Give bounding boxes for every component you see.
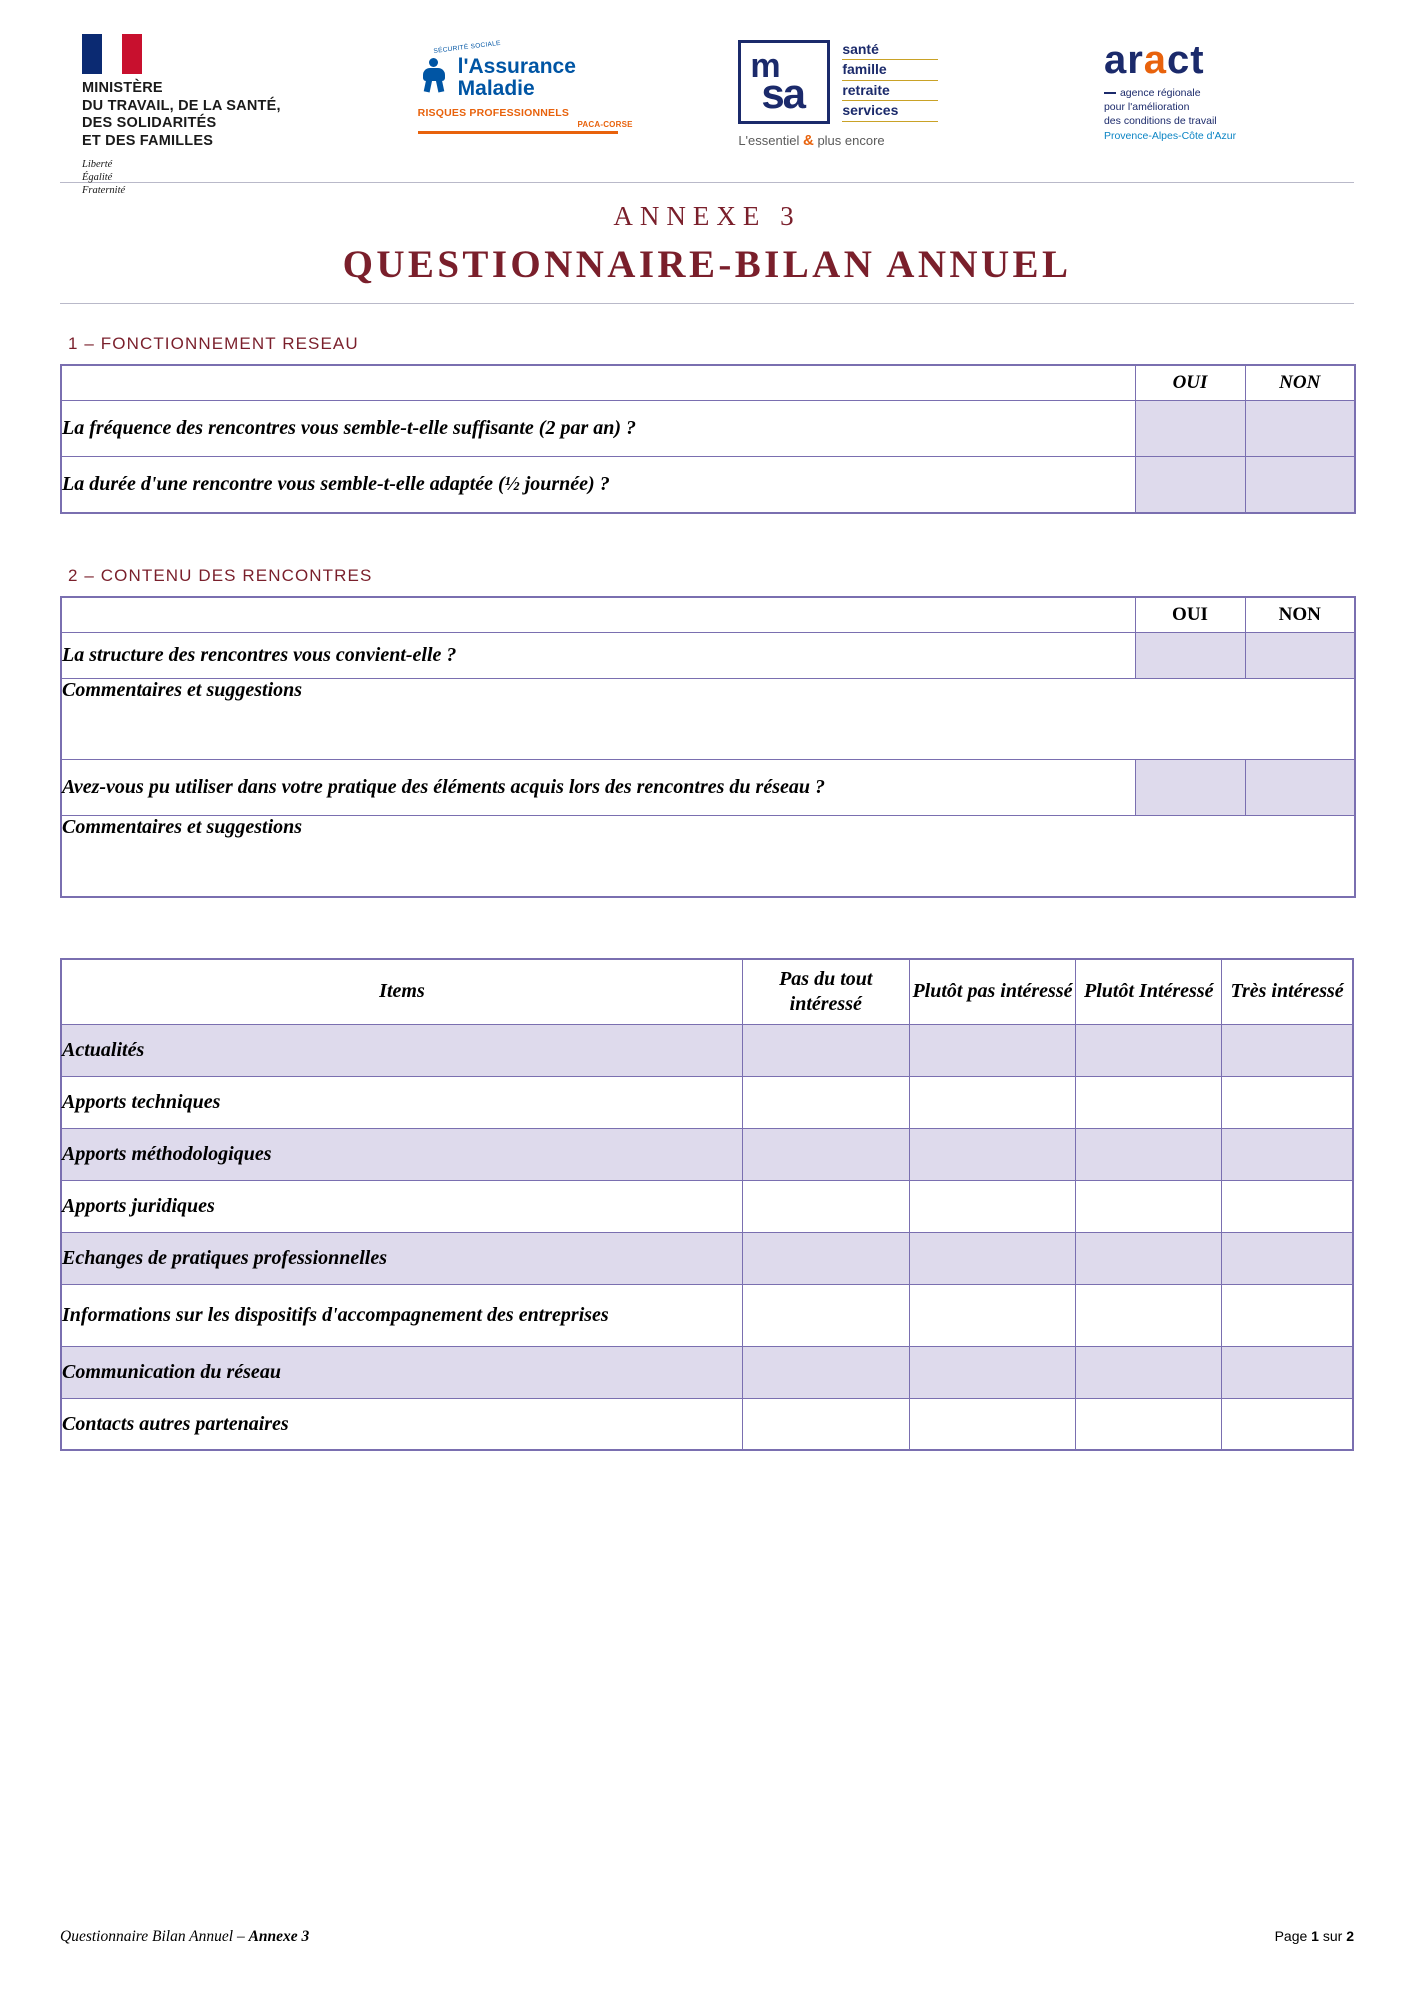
header-oui: OUI [1135,365,1245,401]
section-1-table [60,364,1356,514]
rating-cell-tres[interactable] [1222,1024,1353,1076]
assurance-region: PACA-CORSE [577,119,633,129]
assurance-overline: SÉCURITÉ SOCIALE [432,39,501,55]
answer-non-checkbox[interactable] [1245,632,1355,678]
table-row [61,1128,1353,1180]
msa-tagline [738,132,998,149]
aract-wordmark [1104,40,1324,80]
footer-annexe: Annexe 3 [248,1928,310,1945]
aract-word-after: ct [1167,38,1205,82]
rating-cell-plutot[interactable] [1076,1024,1222,1076]
rating-cell-plutot-pas[interactable] [909,1076,1076,1128]
logo-assurance-maladie [417,39,633,134]
table-header-row [61,597,1355,633]
aract-sub-1: agence régionale [1119,87,1201,99]
ministere-line-4: ET DES FAMILLES [82,133,214,150]
table-row [61,815,1355,897]
msa-word-retraite: retraite [842,81,938,101]
footer-left [60,1928,309,1946]
rating-cell-plutot[interactable] [1076,1232,1222,1284]
items-header-pas-du-tout: Pas du tout intéressé [742,959,909,1025]
logo-header [60,0,1354,196]
rating-cell-plutot-pas[interactable] [909,1128,1076,1180]
msa-tagline-before: L'essentiel [738,133,800,148]
footer-doc-name: Questionnaire Bilan Annuel – [60,1928,249,1945]
header-non: NON [1245,365,1355,401]
items-header-plutot-pas: Plutôt pas intéressé [909,959,1076,1025]
rating-cell-tres[interactable] [1222,1076,1353,1128]
table-row [61,457,1355,513]
section-2-heading: 2 – CONTENU DES RENCONTRES [68,565,373,585]
rating-cell-pas-du-tout[interactable] [742,1128,909,1180]
rating-cell-plutot-pas[interactable] [909,1284,1076,1346]
ministere-line-1: MINISTÈRE [82,80,163,96]
footer-page-total: 2 [1346,1928,1354,1944]
table-row [61,1346,1353,1398]
title-main: QUESTIONNAIRE-BILAN ANNUEL [342,243,1072,286]
section-1-heading: 1 – FONCTIONNEMENT RESEAU [68,334,359,353]
devise-egalite: Égalité [82,171,113,183]
table-row [61,759,1355,815]
item-label-echanges-pratiques: Echanges de pratiques professionnelles [61,1232,742,1284]
rating-cell-tres[interactable] [1222,1398,1353,1450]
assurance-tagline-text: RISQUES PROFESSIONNELS [417,106,570,119]
header-spacer [61,597,1135,633]
rating-cell-plutot-pas[interactable] [909,1398,1076,1450]
item-label-contacts-partenaires: Contacts autres partenaires [61,1398,742,1450]
rating-cell-plutot[interactable] [1076,1284,1222,1346]
question-duree: La durée d'une rencontre vous semble-t-elle adaptée (½ journée) ? [61,457,1135,513]
msa-tagline-amp: & [802,132,814,149]
rating-cell-tres[interactable] [1222,1180,1353,1232]
page-title [60,182,1354,304]
rating-cell-plutot[interactable] [1076,1128,1222,1180]
rating-cell-plutot-pas[interactable] [909,1346,1076,1398]
aract-sub-2: pour l'amélioration [1103,101,1190,114]
answer-oui-checkbox[interactable] [1135,401,1245,457]
logo-msa [738,40,998,149]
answer-oui-checkbox[interactable] [1135,759,1245,815]
page-footer [60,1928,1354,1946]
msa-words [842,40,938,122]
table-row [61,678,1355,759]
ministere-line-3: DES SOLIDARITÉS [82,115,217,132]
rating-cell-pas-du-tout[interactable] [742,1346,909,1398]
header-oui: OUI [1135,597,1245,633]
footer-page-prefix: Page [1274,1928,1312,1944]
rating-cell-plutot-pas[interactable] [909,1180,1076,1232]
footer-page-current: 1 [1311,1928,1319,1944]
aract-sub-3: des conditions de travail [1103,115,1217,128]
items-section [60,958,1354,1452]
assurance-tagline [418,107,633,129]
rating-cell-tres[interactable] [1222,1232,1353,1284]
assurance-underline [418,131,618,134]
rating-cell-tres[interactable] [1222,1346,1353,1398]
rating-cell-plutot-pas[interactable] [909,1232,1076,1284]
msa-mark-sa: sa [761,70,805,117]
comment-field-2[interactable]: Commentaires et suggestions [61,815,1355,897]
rating-cell-pas-du-tout[interactable] [742,1180,909,1232]
msa-word-services: services [842,101,938,121]
table-row [61,1024,1353,1076]
comment-field-1[interactable]: Commentaires et suggestions [61,678,1355,759]
table-row [61,1232,1353,1284]
answer-oui-checkbox[interactable] [1135,632,1245,678]
assurance-name [458,56,576,100]
rating-cell-plutot[interactable] [1076,1398,1222,1450]
rating-cell-plutot-pas[interactable] [909,1024,1076,1076]
rating-cell-pas-du-tout[interactable] [742,1398,909,1450]
item-label-apports-techniques: Apports techniques [61,1076,742,1128]
devise-liberte: Liberté [82,158,113,170]
rating-cell-plutot[interactable] [1076,1346,1222,1398]
aract-word-before: ar [1103,38,1144,82]
logo-ministere [82,34,312,197]
answer-non-checkbox[interactable] [1245,401,1355,457]
msa-word-famille: famille [842,60,938,80]
aract-subtitle [1104,86,1324,143]
aract-dash-icon [1104,92,1116,94]
items-header-tres: Très intéressé [1222,959,1353,1025]
items-header-plutot: Plutôt Intéressé [1076,959,1222,1025]
aract-word-dot: a [1143,38,1168,82]
item-label-actualites: Actualités [61,1024,742,1076]
table-row [61,1284,1353,1346]
ministere-name [82,80,312,151]
table-row [61,632,1355,678]
question-structure: La structure des rencontres vous convient-elle ? [61,632,1135,678]
footer-page-middle: sur [1318,1928,1347,1944]
question-utilisation: Avez-vous pu utiliser dans votre pratique des éléments acquis lors des rencontres du réseau ? [61,759,1135,815]
rating-cell-pas-du-tout[interactable] [742,1284,909,1346]
items-header-items: Items [61,959,742,1025]
table-header-row [61,365,1355,401]
title-annexe: ANNEXE 3 [613,201,801,231]
french-flag-icon [82,34,142,74]
rating-cell-plutot[interactable] [1076,1076,1222,1128]
assurance-name-line1: l'Assurance [457,55,576,78]
rating-cell-tres[interactable] [1222,1128,1353,1180]
item-label-informations-dispositifs: Informations sur les dispositifs d'accompagnement des entreprises [61,1284,742,1346]
table-row [61,1398,1353,1450]
assurance-figure-icon [418,56,452,92]
table-row [61,1180,1353,1232]
rating-cell-pas-du-tout[interactable] [742,1076,909,1128]
rating-cell-pas-du-tout[interactable] [742,1232,909,1284]
item-label-apports-juridiques: Apports juridiques [61,1180,742,1232]
items-table [60,958,1354,1452]
ministere-devise [82,158,312,197]
answer-non-checkbox[interactable] [1245,457,1355,513]
msa-tagline-after: plus encore [817,133,885,148]
logo-aract [1104,40,1324,143]
question-frequence: La fréquence des rencontres vous semble-t-elle suffisante (2 par an) ? [61,401,1135,457]
item-label-communication-reseau: Communication du réseau [61,1346,742,1398]
msa-mark-m: m [750,47,781,85]
rating-cell-pas-du-tout[interactable] [742,1024,909,1076]
aract-sub-4: Provence-Alpes-Côte d'Azur [1103,129,1237,142]
header-non: NON [1245,597,1355,633]
item-label-apports-methodologiques: Apports méthodologiques [61,1128,742,1180]
msa-mark-icon [738,40,830,124]
rating-cell-plutot[interactable] [1076,1180,1222,1232]
footer-page-number [1275,1928,1354,1944]
items-header-row [61,959,1353,1025]
answer-oui-checkbox[interactable] [1135,457,1245,513]
header-spacer [61,365,1135,401]
msa-word-sante: santé [842,40,938,60]
table-row [61,1076,1353,1128]
rating-cell-tres[interactable] [1222,1284,1353,1346]
section-2-table [60,596,1356,898]
assurance-name-line2: Maladie [457,76,535,100]
answer-non-checkbox[interactable] [1245,759,1355,815]
devise-fraternite: Fraternité [82,185,126,196]
table-row [61,401,1355,457]
ministere-line-2: DU TRAVAIL, DE LA SANTÉ, [82,97,281,114]
